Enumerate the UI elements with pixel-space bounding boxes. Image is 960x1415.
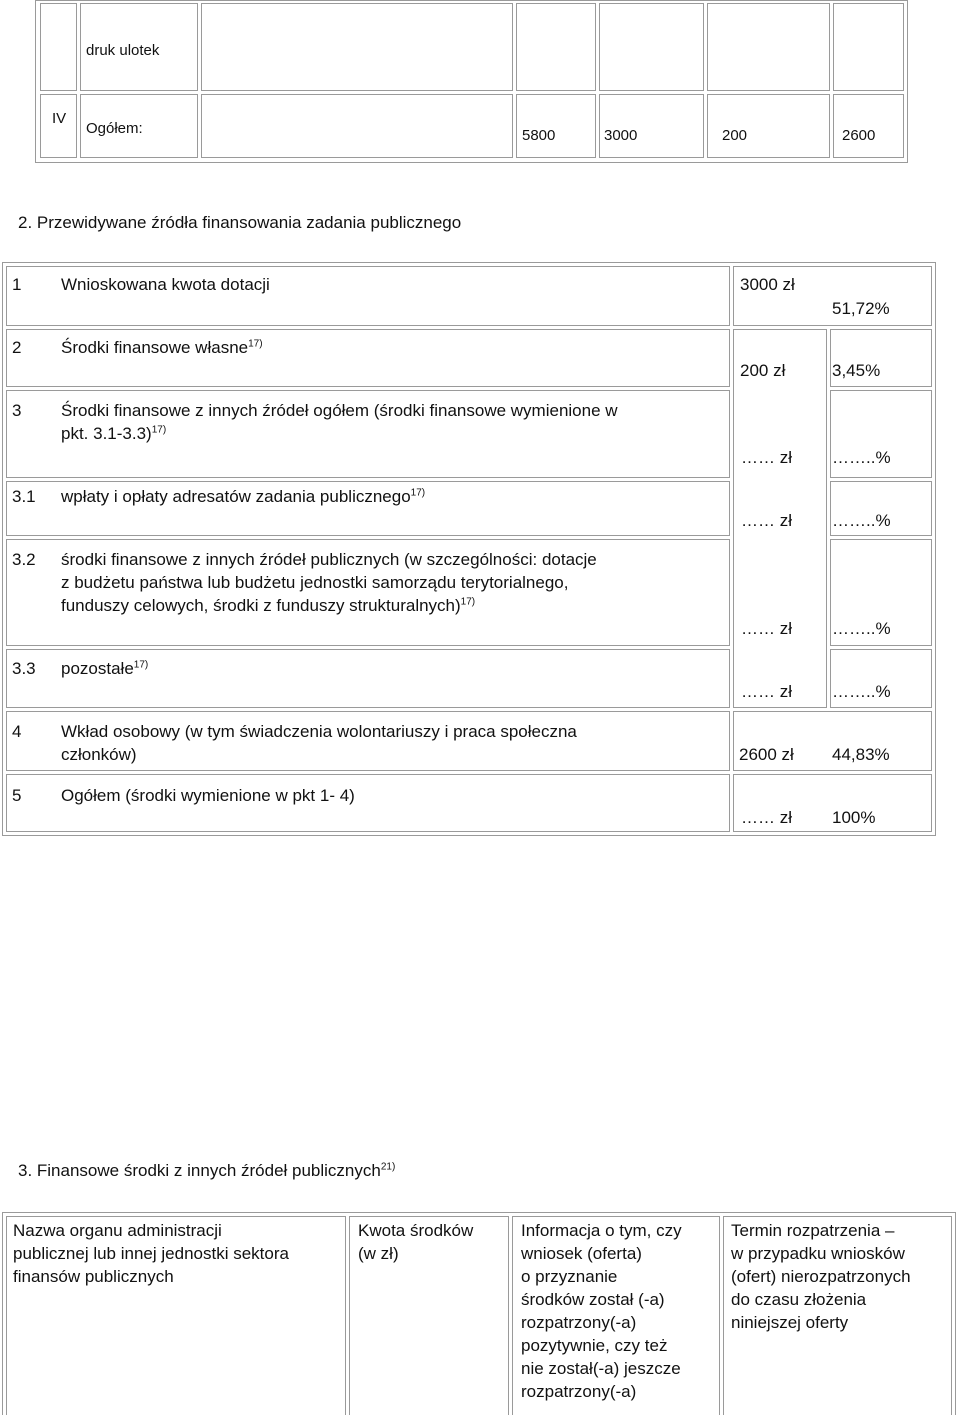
col3-header-line: o przyznanie xyxy=(521,1267,618,1286)
total-label: Ogółem: xyxy=(86,120,143,137)
druk-label: druk ulotek xyxy=(86,42,160,59)
row2-text xyxy=(61,336,263,359)
row31-pct: ……..% xyxy=(832,511,891,530)
row2-pct: 3,45% xyxy=(832,361,881,380)
row32-text-line3-main: funduszy celowych, środki z funduszy strukturalnych) xyxy=(61,596,461,615)
col1-header xyxy=(13,1219,289,1288)
row33-text-main: pozostałe xyxy=(61,659,134,678)
cell-druk-v2 xyxy=(516,3,596,91)
col3-header-line: wniosek (oferta) xyxy=(521,1244,642,1263)
row31-text xyxy=(61,485,425,508)
col4-header xyxy=(731,1219,911,1334)
col2-header-line: Kwota środków xyxy=(358,1221,474,1240)
total-v2: 3000 xyxy=(604,127,638,144)
row3-pct: ……..% xyxy=(832,448,891,467)
row32-amount: …… zł xyxy=(741,619,792,638)
col3-header-line: środków został (-a) xyxy=(521,1290,665,1309)
row31-amount: …… zł xyxy=(741,511,792,530)
col2-header-line: (w zł) xyxy=(358,1244,399,1263)
row33-amount: …… zł xyxy=(741,682,792,701)
row3-sup: 17) xyxy=(151,424,167,436)
row3-num: 3 xyxy=(12,401,22,420)
cell-druk-v3 xyxy=(599,3,704,91)
row5-num: 5 xyxy=(12,786,22,805)
col4-header-line: do czasu złożenia xyxy=(731,1290,867,1309)
col4-header-line: niniejszej oferty xyxy=(731,1313,849,1332)
row4-amount: 2600 zł xyxy=(739,745,794,764)
cell-druk-num xyxy=(40,3,77,91)
section3-sup: 21) xyxy=(380,1161,396,1173)
section2-title xyxy=(18,212,461,234)
total-v1: 5800 xyxy=(522,127,556,144)
cell-druk-v4 xyxy=(707,3,830,91)
col1-header-line: publicznej lub innej jednostki sektora xyxy=(13,1244,289,1263)
row1-amount: 3000 zł xyxy=(740,275,795,294)
row1-text: Wnioskowana kwota dotacji xyxy=(61,275,270,294)
row3-text-line2-main: pkt. 3.1-3.3) xyxy=(61,424,152,443)
col1-header-line: Nazwa organu administracji xyxy=(13,1221,222,1240)
col3-header-line: pozytywnie, czy też xyxy=(521,1336,668,1355)
cell-druk-v1 xyxy=(201,3,513,91)
row3-text-line2 xyxy=(61,422,166,445)
row33-sup: 17) xyxy=(133,659,149,671)
row1-pct: 51,72% xyxy=(832,299,890,318)
row32-pct: ……..% xyxy=(832,619,891,638)
col3-header-line: rozpatrzony(-a) xyxy=(521,1313,637,1332)
section3-title-text: 3. Finansowe środki z innych źródeł publicznych xyxy=(18,1161,381,1180)
row5-amount: …… zł xyxy=(741,808,792,827)
col3-header-line: rozpatrzony(-a) xyxy=(521,1382,637,1401)
row5-text: Ogółem (środki wymienione w pkt 1- 4) xyxy=(61,786,355,805)
row5-pct: 100% xyxy=(832,808,876,827)
row33-num: 3.3 xyxy=(12,659,36,678)
total-v4: 2600 xyxy=(842,127,876,144)
row31-sup: 17) xyxy=(410,487,426,499)
row4-pct: 44,83% xyxy=(832,745,890,764)
row31-num: 3.1 xyxy=(12,487,36,506)
col4-header-line: Termin rozpatrzenia – xyxy=(731,1221,895,1240)
row3-text-line1: Środki finansowe z innych źródeł ogółem (środki finansowe wymienione w xyxy=(61,401,618,420)
row32-text-line3 xyxy=(61,594,475,617)
row33-text xyxy=(61,657,148,680)
row3-amount: …… zł xyxy=(741,448,792,467)
row2-sup: 17) xyxy=(248,338,263,350)
row32-text-line2: z budżetu państwa lub budżetu jednostki samorządu terytorialnego, xyxy=(61,573,569,592)
col4-header-line: (ofert) nierozpatrzonych xyxy=(731,1267,911,1286)
section2-title-text: 2. Przewidywane źródła finansowania zadania publicznego xyxy=(18,213,462,232)
row4-text-line2: członków) xyxy=(61,745,137,764)
cell-druk-v5 xyxy=(833,3,904,91)
row2-amount: 200 zł xyxy=(740,361,786,380)
row1-num: 1 xyxy=(12,275,22,294)
total-v3: 200 xyxy=(722,127,748,144)
col3-header-line: nie został(-a) jeszcze xyxy=(521,1359,681,1378)
row32-num: 3.2 xyxy=(12,550,36,569)
col4-header-line: w przypadku wniosków xyxy=(731,1244,905,1263)
row2-num: 2 xyxy=(12,338,22,357)
col1-header-line: finansów publicznych xyxy=(13,1267,174,1286)
row31-text-main: wpłaty i opłaty adresatów zadania publicznego xyxy=(61,487,411,506)
col3-header-line: Informacja o tym, czy xyxy=(521,1221,682,1240)
row32-sup: 17) xyxy=(460,596,476,608)
row33-pct: ……..% xyxy=(832,682,891,701)
cell-total-v0 xyxy=(201,94,513,158)
col2-header xyxy=(358,1219,473,1265)
total-roman: IV xyxy=(52,110,67,127)
row4-num: 4 xyxy=(12,722,22,741)
row32-text-line1: środki finansowe z innych źródeł publicznych (w szczególności: dotacje xyxy=(61,550,597,569)
row2-text-main: Środki finansowe własne xyxy=(61,338,249,357)
row4-text-line1: Wkład osobowy (w tym świadczenia wolontariuszy i praca społeczna xyxy=(61,722,577,741)
section3-title xyxy=(18,1160,395,1182)
col3-header xyxy=(521,1219,682,1403)
